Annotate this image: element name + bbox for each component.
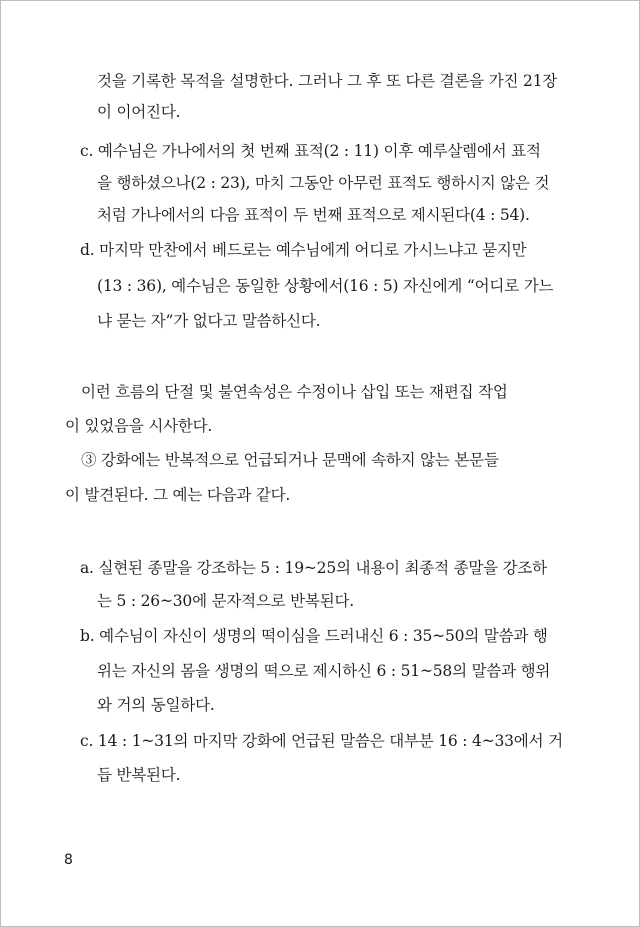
text-line: 처럼 가나에서의 다음 표적이 두 번째 표적으로 제시된다(4 : 54). xyxy=(97,206,530,224)
text-line: (13 : 36), 예수님은 동일한 상황에서(16 : 5) 자신에게 “어디로 가느 xyxy=(97,277,554,295)
text-line: 냐 묻는 자”가 없다고 말씀하신다. xyxy=(97,312,321,330)
text-line: 이 발견된다. 그 예는 다음과 같다. xyxy=(65,486,291,504)
text-line: 와 거의 동일하다. xyxy=(97,696,215,714)
text-line: 을 행하셨으나(2 : 23), 마치 그동안 아무런 표적도 행하시지 않은 것 xyxy=(97,174,550,192)
text-line: 이 이어진다. xyxy=(97,103,181,121)
text-line: 것을 기록한 목적을 설명한다. 그러나 그 후 또 다른 결론을 가진 21장 xyxy=(97,72,558,90)
text-line: d. 마지막 만찬에서 베드로는 예수님에게 어디로 가시느냐고 묻지만 xyxy=(80,241,527,259)
text-line: ③ 강화에는 반복적으로 언급되거나 문맥에 속하지 않는 본문들 xyxy=(81,451,499,469)
text-line: 이 있었음을 시사한다. xyxy=(65,417,213,435)
text-line: c. 14 : 1~31의 마지막 강화에 언급된 말씀은 대부분 16 : 4~33에서 거 xyxy=(80,732,563,750)
text-line: 듭 반복된다. xyxy=(97,766,181,784)
text-line: 는 5 : 26~30에 문자적으로 반복된다. xyxy=(97,592,354,610)
text-line: 이런 흐름의 단절 및 불연속성은 수정이나 삽입 또는 재편집 작업 xyxy=(81,383,508,401)
page-number: 8 xyxy=(64,852,73,868)
text-line: 위는 자신의 몸을 생명의 떡으로 제시하신 6 : 51~58의 말씀과 행위 xyxy=(97,662,551,680)
text-line: a. 실현된 종말을 강조하는 5 : 19~25의 내용이 최종적 종말을 강조하 xyxy=(80,559,547,577)
text-line: c. 예수님은 가나에서의 첫 번째 표적(2 : 11) 이후 예루살렘에서 표적 xyxy=(80,142,541,160)
text-line: b. 예수님이 자신이 생명의 떡이심을 드러내신 6 : 35~50의 말씀과 행 xyxy=(80,627,548,645)
